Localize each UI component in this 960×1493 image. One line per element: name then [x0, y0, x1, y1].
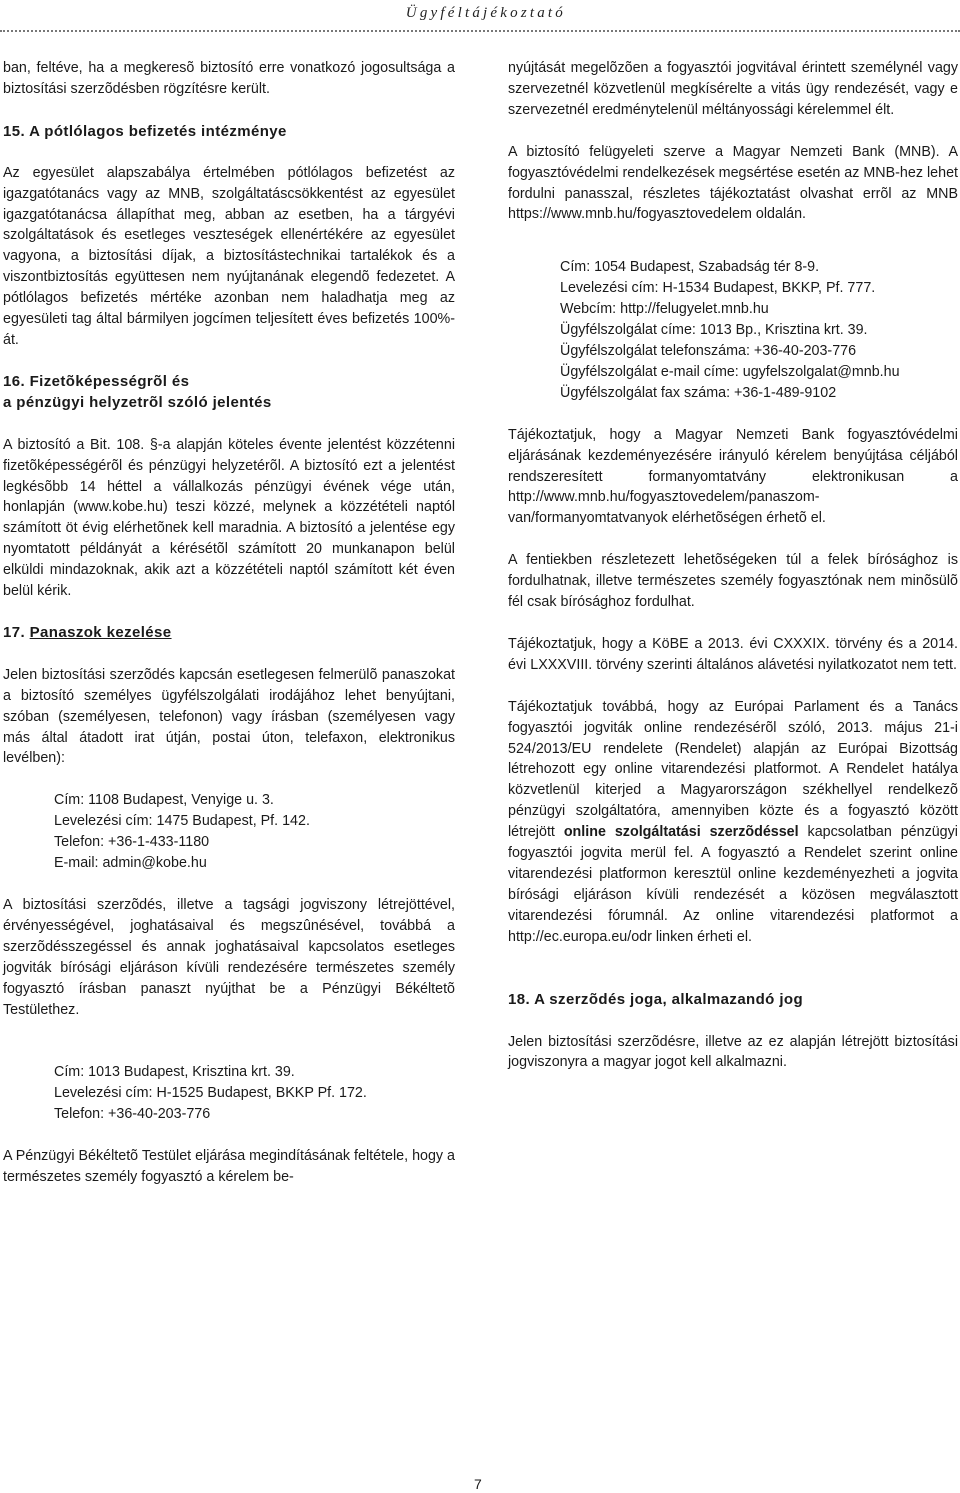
section-17-number: 17. — [3, 623, 26, 641]
address-line: Ügyfélszolgálat telefonszáma: +36-40-203-776 — [560, 342, 857, 359]
address-line: Cím: 1108 Budapest, Venyige u. 3. — [54, 792, 274, 809]
section-17-heading — [3, 623, 455, 644]
section-17-body: Jelen biztosítási szerzõdés kapcsán esetlegesen felmerülõ panaszokat a biztosító személyes ügyfélszolgálati irodájához lehet benyújtani, szóban (személyesen, telefonon) vagy írásban (személyesen vagy más által átadott irat útján, postai úton, telefaxon, elektronikus levélben): — [3, 666, 455, 767]
section-18-body: Jelen biztosítási szerzõdésre, illetve az ez alapján létrejött biztosítási jogviszonyra a magyar jogot kell alkalmazni. — [508, 1033, 958, 1071]
section-16-body: A biztosító a Bit. 108. §-a alapján köteles évente jelentést közzétenni fizetõképességérõl és pénzügyi helyzetérõl. A biztosító ezt a jelentést legkésõbb 14 héttel a vállalkozás pénzügyi évének vége után, honlapján (www.kobe.hu) teszi közzé, melynek a közzétételi naptól számított öt évig elérhetõnek kell maradnia. A biztosító a jelentése egy nyomtatott példányát a kérésétõl számított 20 munkanapon belül elküldi mindazoknak, akik azt a közzétételi naptól számított két éven belül kérik. — [3, 436, 455, 600]
kobe-declaration-paragraph: Tájékoztatjuk, hogy a KöBE a 2013. évi CXXXIX. törvény és a 2014. évi LXXXVIII. törvény szerinti általános alávetési nyilatkozatot nem tett. — [508, 635, 958, 673]
eu-odr-bold-text: online szolgáltatási szerzõdéssel — [563, 824, 799, 841]
right-column — [508, 58, 958, 1073]
address-line: Levelezési cím: H-1534 Budapest, BKKP, Pf. 777. — [560, 280, 876, 297]
section-18-heading: 18. A szerzõdés joga, alkalmazandó jog — [508, 990, 804, 1008]
eu-odr-text-1: Tájékoztatjuk továbbá, hogy az Európai Parlament és a Tanács fogyasztói jogviták online rendezésérõl szóló, 2013. május 21-i 524/2013/EU rendelete (Rendelet) alapján az Európai Bizottság létrehozott egy online vitarendezési platformot. A Rendelet hatálya közvetlenül kiterjed a Magyarországon székhellyel rendelkezõ pénzügyi szolgáltatóra, amennyiben közte és a fogyasztó között létrejött — [508, 698, 958, 841]
pbt-address-block — [54, 1062, 455, 1125]
address-line: Levelezési cím: H-1525 Budapest, BKKP Pf. 172. — [54, 1085, 367, 1102]
mnb-paragraph: A biztosító felügyeleti szerve a Magyar Nemzeti Bank (MNB). A fogyasztóvédelmi rendelkezések megsértése esetén az MNB-hez lehet fordulni panasszal, részletes tájékoztatást olvashat errõl az MNB https://www.mnb.hu/fogyasztovedelem oldalán. — [508, 143, 958, 223]
address-line: Levelezési cím: 1475 Budapest, Pf. 142. — [54, 813, 310, 830]
address-line: Webcím: http://felugyelet.mnb.hu — [560, 301, 769, 318]
mnb-form-paragraph: Tájékoztatjuk, hogy a Magyar Nemzeti Bank fogyasztóvédelmi eljárásának kezdeményezésére irányuló kérelem benyújtása céljából rendszeresített formanyomtatvány elektronikusan a http://www.mnb.hu/fogyasztovedelem/panaszom-van/formanyomtatvanyok elérhetõségen érhetõ el. — [508, 426, 958, 527]
section-17-body-2: A biztosítási szerzõdés, illetve a tagsági jogviszony létrejöttével, érvényességével, joghatásaival és megszûnésével, továbbá a szerzõdésszegéssel és annak joghatásaival kapcsolatos esetleges jogviták bírósági eljáráson kívüli rendezésére természetes személy fogyasztó írásban panaszt nyújthat be a Pénzügyi Békéltetõ Testülethez. — [3, 897, 455, 1018]
section-17-title: Panaszok kezelése — [29, 623, 172, 641]
address-line: Ügyfélszolgálat címe: 1013 Bp., Krisztina krt. 39. — [560, 322, 868, 339]
address-line: Telefon: +36-1-433-1180 — [54, 834, 210, 851]
section-16-heading-line1: 16. Fizetõképességrõl és — [3, 372, 190, 390]
section-15-heading: 15. A pótlólagos befizetés intézménye — [3, 122, 287, 140]
section-15-body: Az egyesület alapszabálya értelmében pótlólagos befizetést az igazgatótanács vagy az MNB, szolgáltatáscsökkentést az egyesület igazgatótanácsa állapíthat meg, abban az esetben, ha a tárgyévi szolgáltatások és esetleges veszteségek ellenértékére az egyesület vagyona, a biztosítási díjak, a biztosítástechnikai tartalékok és a viszontbiztosítás együttesen nem nyújtanának elegendõ fedezetet. A pótlólagos befizetés mértéke azonban nem haladhatja meg az egyesületi tag által bármilyen jogcímen teljesített éves befizetés 100%-át. — [3, 164, 455, 348]
page-header-title: Ügyféltájékoztató — [405, 5, 566, 21]
eu-odr-text-2: kapcsolatban pénzügyi fogyasztói jogvita merül fel. A fogyasztó a Rendelet szerint online vitarendezési platformon keresztül online kezdeményezheti a jogvita bírósági eljáráson kívüli rendezését a közösen megválasztott vitarendezési fórumnál. Az online vitarendezési platformot a http://ec.europa.eu/odr linken érheti el. — [508, 824, 958, 945]
address-line: Telefon: +36-40-203-776 — [54, 1106, 211, 1123]
address-line: Ügyfélszolgálat fax száma: +36-1-489-9102 — [560, 384, 837, 401]
eu-odr-paragraph — [508, 697, 958, 948]
section-16-heading-line2: a pénzügyi helyzetrõl szóló jelentés — [3, 393, 272, 411]
left-column — [3, 58, 455, 1188]
continuation-paragraph: nyújtását megelõzõen a fogyasztói jogvitával érintett személynél vagy szervezetnél közvetlenül megkísérelte a vitás ügy rendezését, vagy e szervezetnél eredménytelenül méltányossági kérelemmel élt. — [508, 60, 958, 118]
address-line: Ügyfélszolgálat e-mail címe: ugyfelszolgalat@mnb.hu — [560, 363, 900, 380]
page-number: 7 — [474, 1476, 482, 1492]
header-divider — [0, 30, 960, 32]
court-paragraph: A fentiekben részletezett lehetõségeken túl a felek bírósághoz is fordulhatnak, illetve természetes személy fogyasztónak nem minõsülõ fél csak bírósághoz fordulhat. — [508, 552, 958, 611]
address-line: E-mail: admin@kobe.hu — [54, 855, 207, 872]
address-line: Cím: 1054 Budapest, Szabadság tér 8-9. — [560, 259, 820, 276]
mnb-address-block — [560, 257, 958, 403]
section-17-body-3: A Pénzügyi Békéltetõ Testület eljárása megindításának feltétele, hogy a természetes személy fogyasztó a kérelem be- — [3, 1148, 455, 1186]
intro-paragraph: ban, feltéve, ha a megkeresõ biztosító erre vonatkozó jogosultsága a biztosítási szerzõdésben rögzítésre került. — [3, 60, 455, 97]
address-line: Cím: 1013 Budapest, Krisztina krt. 39. — [54, 1064, 295, 1081]
kobe-address-block — [54, 790, 455, 874]
